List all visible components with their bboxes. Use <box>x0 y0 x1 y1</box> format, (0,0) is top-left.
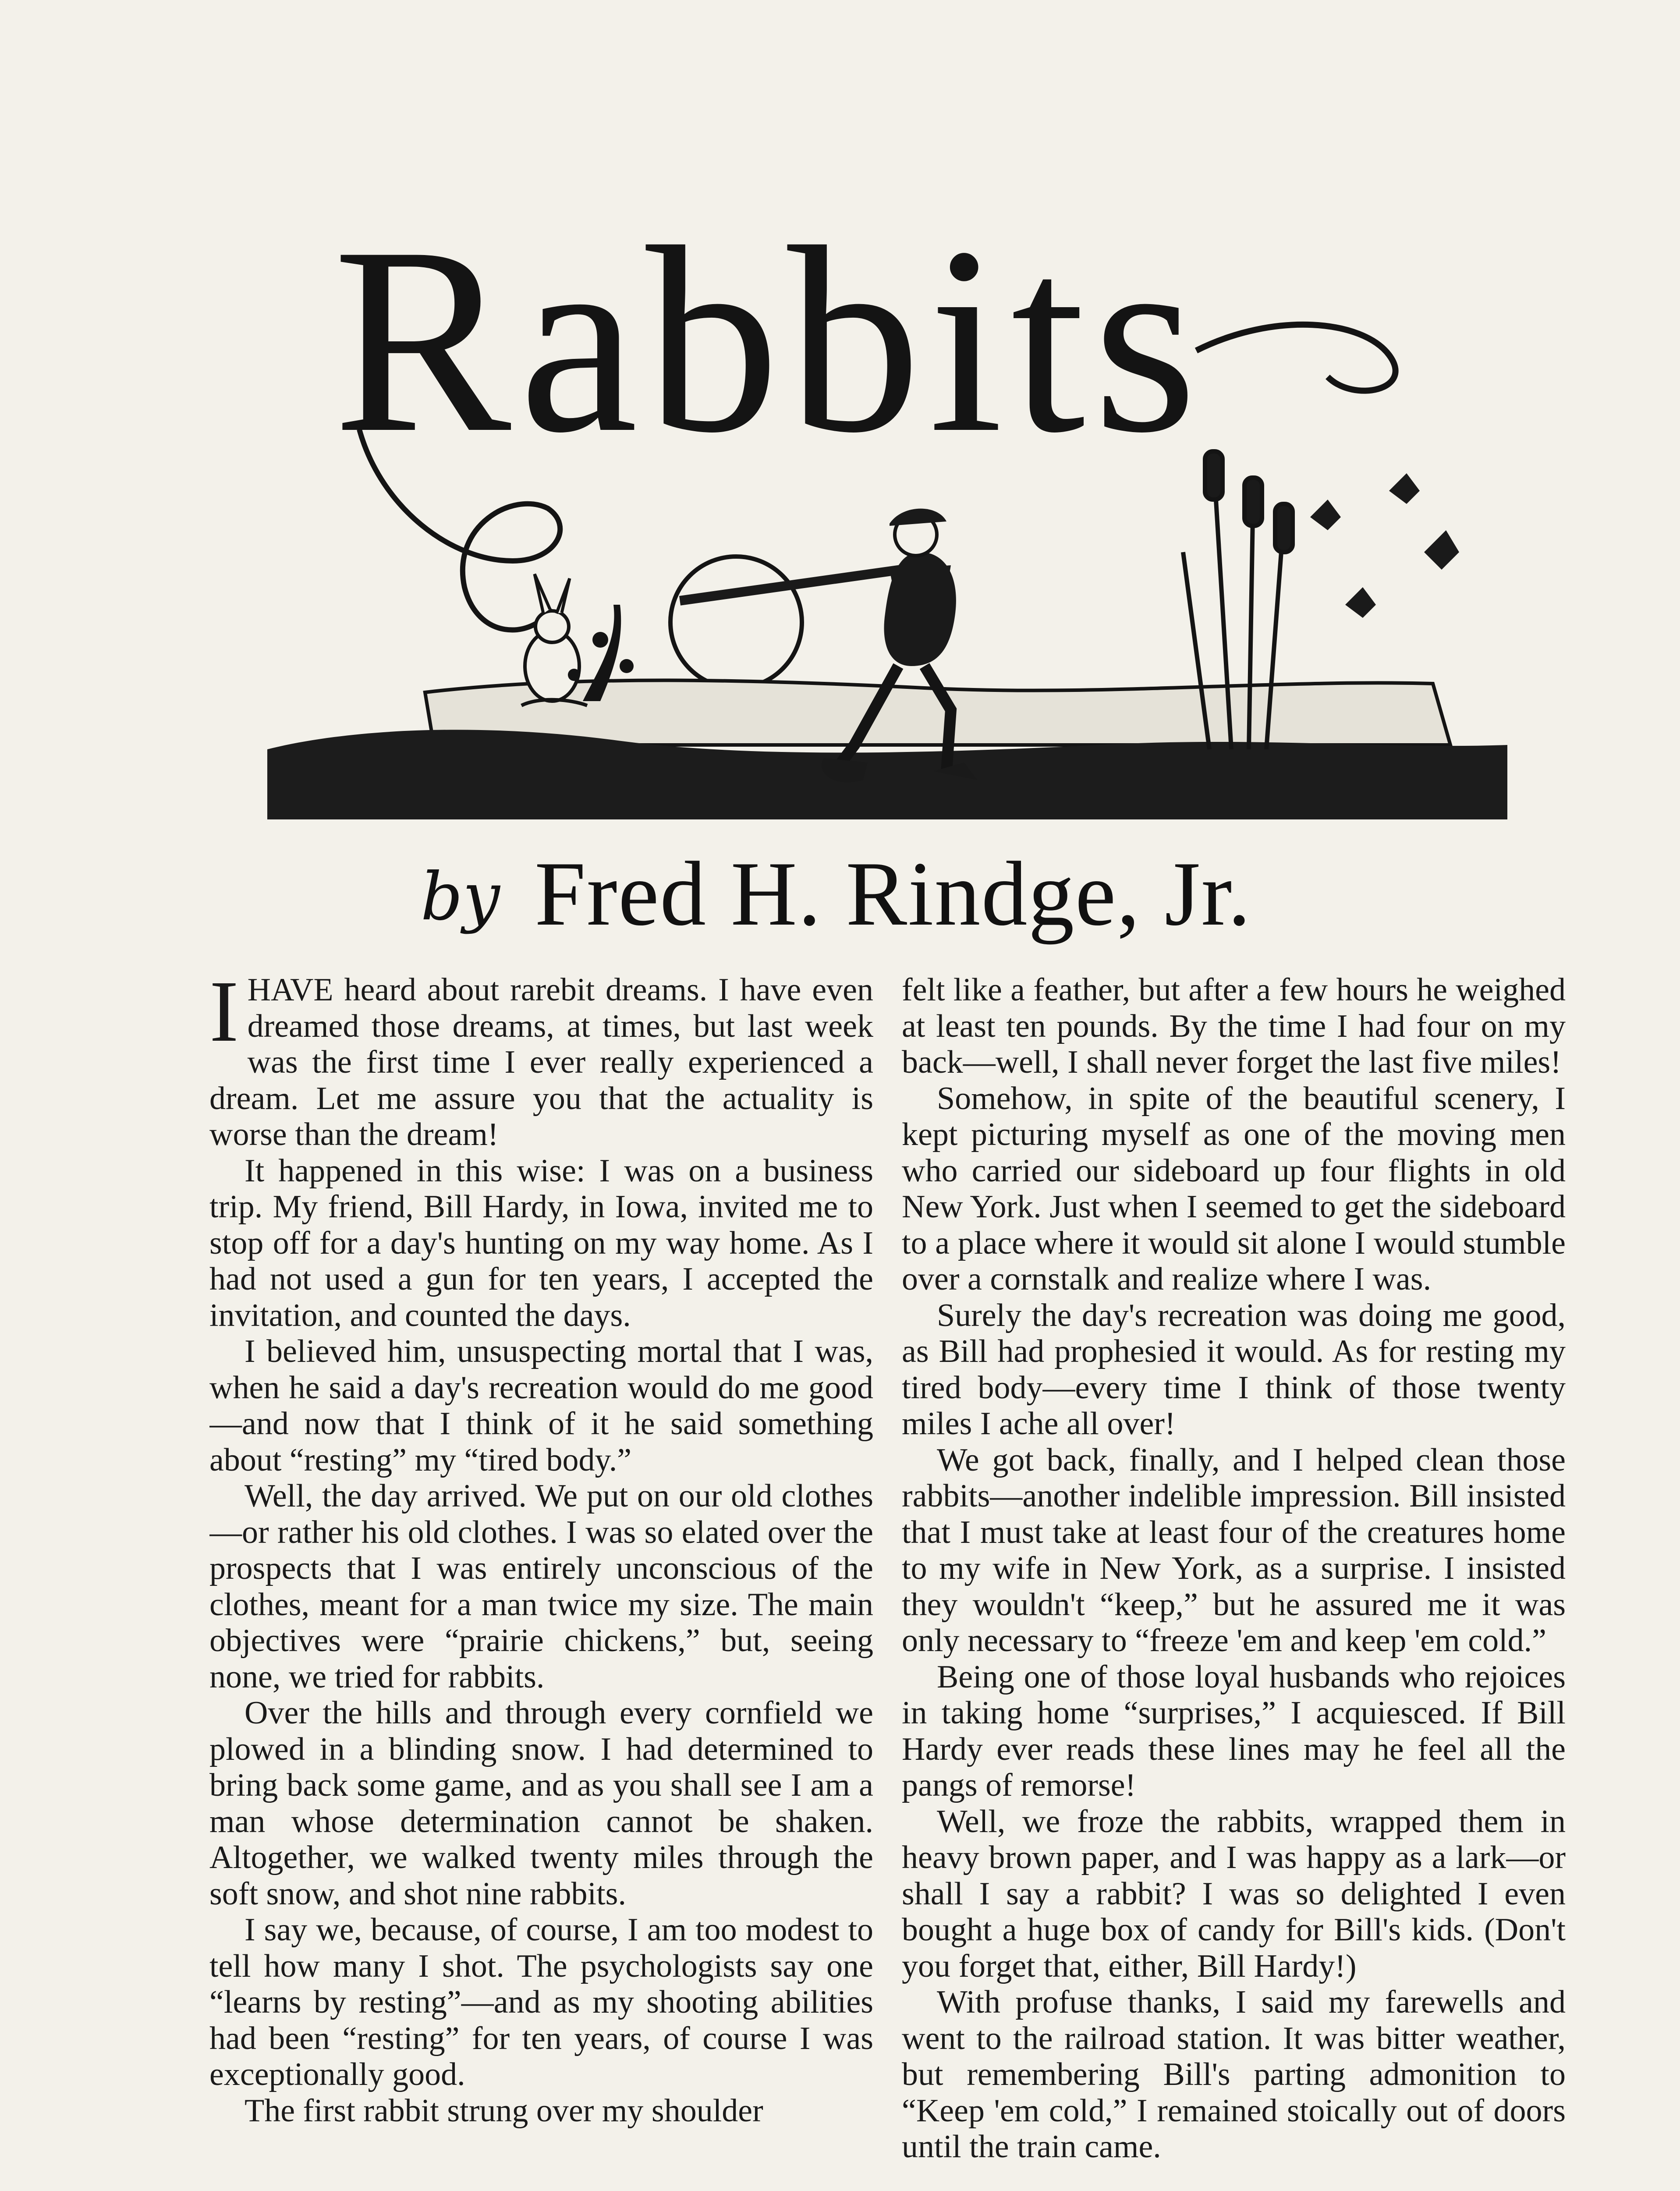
moon-circle <box>670 557 802 688</box>
paragraph <box>209 972 873 1153</box>
paragraph <box>209 1333 873 1478</box>
paragraph-text: Well, we froze the rabbits, wrapped them in heavy brown paper, and I was happy as a lark—or shall I say a rabbit? I was so delighted I even bought a huge box of candy for Bill's kids. (Don't you forget that, either, Bill Hardy!) <box>902 1803 1566 1984</box>
title-swash-lower <box>359 429 560 630</box>
paragraph <box>902 1984 1566 2165</box>
paragraph-text: Well, the day arrived. We put on our old clothes—or rather his old clothes. I was so elated over the prospects that I was entirely unconscious of the clothes, meant for a man twice my size. The main objectives were “prairie chickens,” but, seeing none, we tried for rabbits. <box>209 1478 873 1695</box>
paragraph <box>902 1442 1566 1659</box>
byline-prefix: by <box>421 859 500 935</box>
author-name: Fred H. Rindge, Jr. <box>535 843 1252 945</box>
paragraph-text: Surely the day's recreation was doing me good, as Bill had prophesied it would. As for resting my tired body—every time I think of those twenty miles I ache all over! <box>902 1297 1566 1442</box>
paragraph <box>902 1804 1566 1985</box>
paragraph <box>209 1912 873 2093</box>
paragraph <box>209 1695 873 1912</box>
drop-cap: I <box>209 972 239 1060</box>
paragraph <box>902 1659 1566 1804</box>
paragraph-text: We got back, finally, and I helped clean those rabbits—another indelible impression. Bill insisted that I must take at least four of the creatures home to my wife in New York, as a surprise. I insisted they wouldn't “keep,” but he assured me it was only necessary to “freeze 'em and keep 'em cold.” <box>902 1442 1566 1659</box>
right-column <box>902 972 1566 2191</box>
paragraph-text: It happened in this wise: I was on a business trip. My friend, Bill Hardy, in Iowa, invited me to stop off for a day's hunting on my way home. As I had not used a gun for ten years, I accepted the invitation, and counted the days. <box>209 1152 873 1333</box>
paragraph-text: The first rabbit strung over my shoulder <box>245 2092 763 2129</box>
paragraph-text: Somehow, in spite of the beautiful scenery, I kept picturing myself as one of the moving men who carried our sideboard up four flights in old New York. Just when I seemed to get the sideboard to a place where it would sit alone I would stumble over a cornstalk and realize where I was. <box>902 1080 1566 1297</box>
article-title: Rabbits <box>333 191 1205 488</box>
paragraph-text: felt like a feather, but after a few hours he weighed at least ten pounds. By the time I had four on my back—well, I shall never forget the last five miles! <box>902 972 1566 1080</box>
title-swash <box>1196 325 1396 391</box>
left-column <box>209 972 873 2191</box>
paragraph <box>209 2093 873 2129</box>
paragraph <box>209 1153 873 1334</box>
paragraph-text: I say we, because, of course, I am too modest to tell how many I shot. The psychologists say one “learns by resting”—and as my shooting abilities had been “resting” for ten years, of course I was exceptionally good. <box>209 1912 873 2092</box>
paragraph-text: I believed him, unsuspecting mortal that I was, when he said a day's recreation would do me good—and now that I think of it he said something about “resting” my “tired body.” <box>209 1333 873 1478</box>
paragraph-text: Being one of those loyal husbands who rejoices in taking home “surprises,” I acquiesced. If Bill Hardy ever reads these lines may he feel all the pangs of remorse! <box>902 1659 1566 1803</box>
title-illustration <box>267 245 1507 833</box>
byline <box>421 841 1297 955</box>
paragraph <box>209 1478 873 1695</box>
paragraph-text: With profuse thanks, I said my farewells and went to the railroad station. It was bitter weather, but remembering Bill's parting admonition to “Keep 'em cold,” I remained stoically out of doors until the train came. <box>902 1984 1566 2165</box>
bird-icon <box>1310 473 1459 618</box>
paragraph-text: Over the hills and through every cornfield we plowed in a blinding snow. I had determined to bring back some game, and as you shall see I am a man whose determination cannot be shaken. Altogether, we walked twenty miles through the soft snow, and shot nine rabbits. <box>209 1695 873 1912</box>
paragraph <box>902 1298 1566 1442</box>
paragraph-text: HAVE heard about rarebit dreams. I have even dreamed those dreams, at times, but last week was the first time I ever really experienced a dream. Let me assure you that the actuality is worse than the dream! <box>209 972 873 1152</box>
paragraph <box>902 1081 1566 1298</box>
paragraph <box>902 972 1566 1081</box>
